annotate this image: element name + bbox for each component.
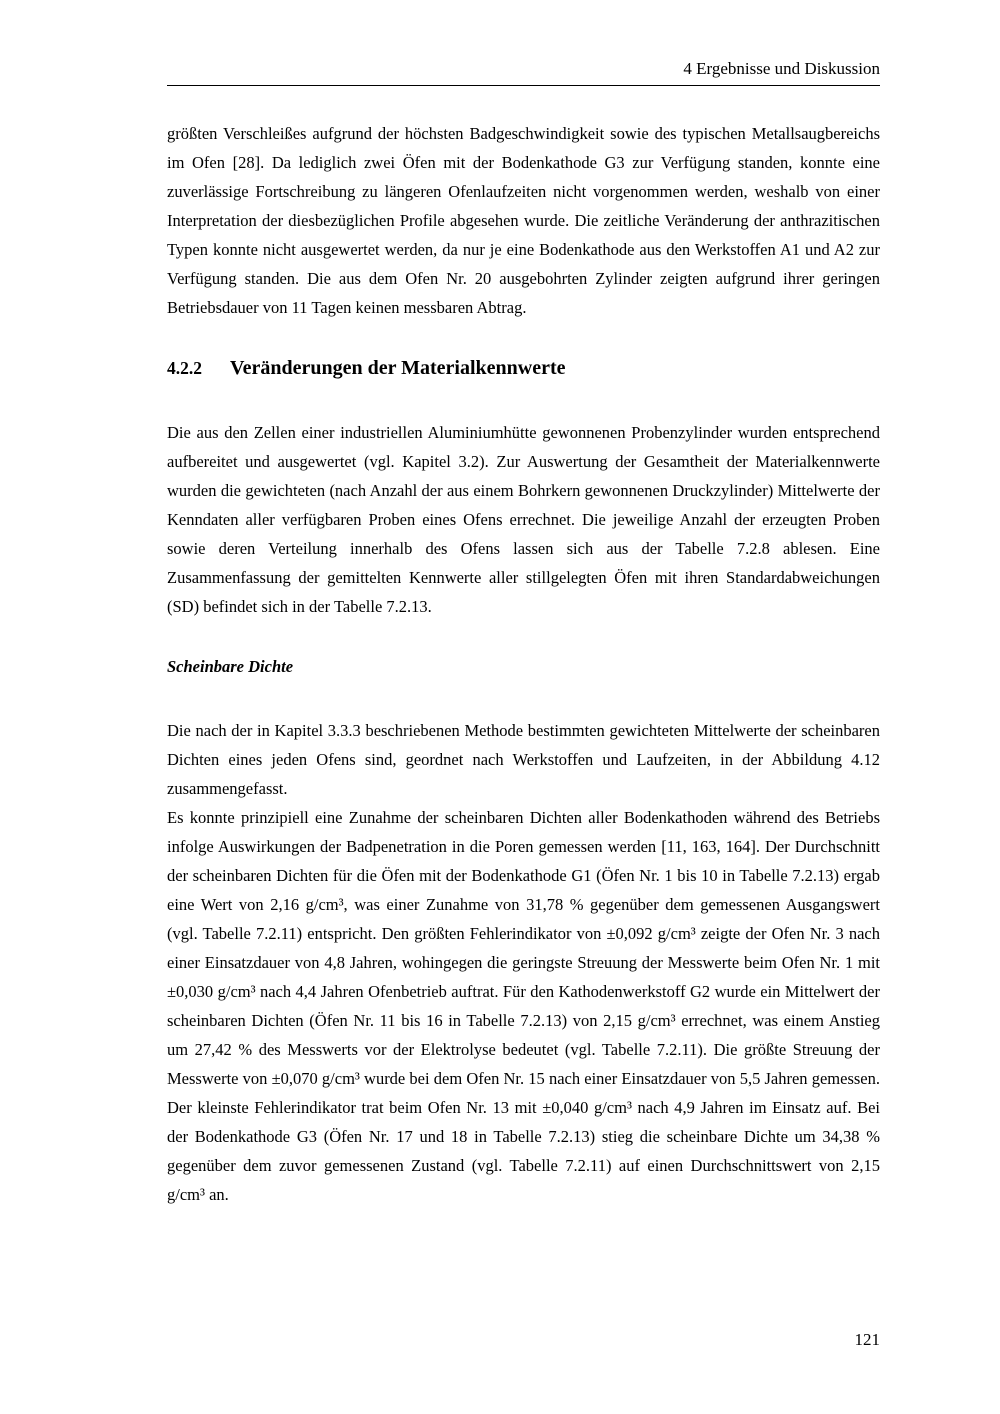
body-text [167, 119, 880, 1209]
section-number: 4.2.2 [167, 358, 202, 378]
running-header-text: 4 Ergebnisse und Diskussion [683, 59, 880, 78]
section-title: Veränderungen der Materialkennwerte [230, 357, 566, 379]
paragraph-materialkennwerte: Die aus den Zellen einer industriellen Aluminiumhütte gewonnenen Probenzylinder wurden entsprechend aufbereitet und ausgewertet (vgl. Kapitel 3.2). Zur Auswertung der Gesamtheit der Materialkennwerte wurden die gewichteten (nach Anzahl der aus einem Bohrkern gewonnenen Druckzylinder) Mittelwerte der Kenndaten aller verfügbaren Proben eines Ofens errechnet. Die jeweilige Anzahl der erzeugten Proben sowie deren Verteilung innerhalb des Ofens lassen sich aus der Tabelle 7.2.8 ablesen. Eine Zusammenfassung der gemittelten Kennwerte aller stillgelegten Öfen mit ihren Standardabweichungen (SD) befindet sich in der Tabelle 7.2.13. [167, 423, 880, 616]
subheading-scheinbare-dichte: Scheinbare Dichte [167, 657, 294, 676]
page-content [167, 58, 880, 1209]
paragraph-methode: Die nach der in Kapitel 3.3.3 beschriebenen Methode bestimmten gewichteten Mittelwerte der scheinbaren Dichten eines jeden Ofens sind, geordnet nach Werkstoffen und Laufzeiten, in der Abbildung 4.12 zusammengefasst. [167, 721, 880, 798]
running-header [167, 58, 880, 86]
section-heading [167, 356, 880, 380]
paragraph-dichten-ergebnisse: Es konnte prinzipiell eine Zunahme der scheinbaren Dichten aller Bodenkathoden während des Betriebs infolge Auswirkungen der Badpenetration in die Poren gemessen werden [11, 163, 164]. Der Durchschnitt der scheinbaren Dichten für die Öfen mit der Bodenkathode G1 (Öfen Nr. 1 bis 10 in Tabelle 7.2.13) ergab eine Wert von 2,16 g/cm³, was einer Zunahme von 31,78 % gegenüber dem gemessenen Ausgangswert (vgl. Tabelle 7.2.11) entspricht. Den größten Fehlerindikator von ±0,092 g/cm³ zeigte der Ofen Nr. 3 nach einer Einsatzdauer von 4,8 Jahren, wohingegen die geringste Streuung der Messwerte beim Ofen Nr. 1 mit ±0,030 g/cm³ nach 4,4 Jahren Ofenbetrieb auftrat. Für den Kathodenwerkstoff G2 wurde ein Mittelwert der scheinbaren Dichten (Öfen Nr. 11 bis 16 in Tabelle 7.2.13) von 2,15 g/cm³ errechnet, was einem Anstieg um 27,42 % des Messwerts vor der Elektrolyse bedeutet (vgl. Tabelle 7.2.11). Die größte Streuung der Messwerte von ±0,070 g/cm³ wurde bei dem Ofen Nr. 15 nach einer Einsatzdauer von 5,5 Jahren gemessen. Der kleinste Fehlerindikator trat beim Ofen Nr. 13 mit ±0,040 g/cm³ nach 4,9 Jahren im Einsatz auf. Bei der Bodenkathode G3 (Öfen Nr. 17 und 18 in Tabelle 7.2.13) stieg die scheinbare Dichte um 34,38 % gegenüber dem zuvor gemessenen Zustand (vgl. Tabelle 7.2.11) auf einen Durchschnittswert von 2,15 g/cm³ an. [167, 808, 880, 1204]
page-number: 121 [854, 1330, 880, 1349]
paragraph-continuation: größten Verschleißes aufgrund der höchsten Badgeschwindigkeit sowie des typischen Metallsaugbereichs im Ofen [28]. Da lediglich zwei Öfen mit der Bodenkathode G3 zur Verfügung standen, konnte eine zuverlässige Fortschreibung zu längeren Ofenlaufzeiten nicht vorgenommen werden, weshalb von einer Interpretation der diesbezüglichen Profile abgesehen wurde. Die zeitliche Veränderung der anthrazitischen Typen konnte nicht ausgewertet werden, da nur je eine Bodenkathode aus den Werkstoffen A1 und A2 zur Verfügung standen. Die aus dem Ofen Nr. 20 ausgebohrten Zylinder zeigten aufgrund ihrer geringen Betriebsdauer von 11 Tagen keinen messbaren Abtrag. [167, 124, 880, 317]
